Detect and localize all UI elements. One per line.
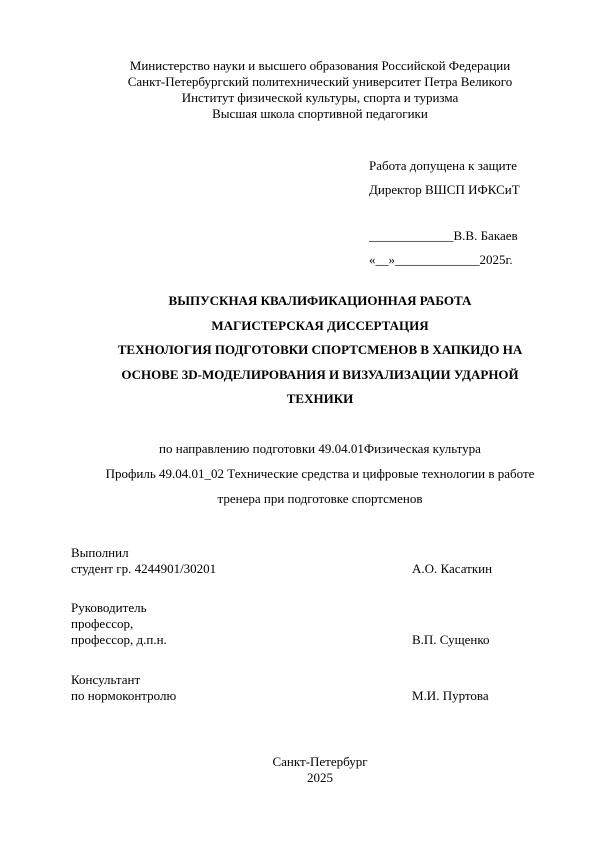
footer-year: 2025 — [307, 770, 333, 785]
supervisor-role-line1: Руководитель — [71, 600, 147, 615]
supervisor-role-line2: профессор, — [71, 616, 134, 631]
profile-line2: тренера при подготовке спортсменов — [217, 491, 423, 506]
consultant-name: М.И. Пуртова — [412, 688, 489, 703]
author-role-line2: студент гр. 4244901/30201 — [71, 561, 217, 576]
approval-block — [369, 154, 520, 272]
school-line: Высшая школа спортивной педагогики — [212, 106, 428, 121]
topic-title-line1: ТЕХНОЛОГИЯ ПОДГОТОВКИ СПОРТСМЕНОВ В ХАПКИДО НА — [117, 342, 523, 357]
profile-line1: Профиль 49.04.01_02 Технические средства и цифровые технологии в работе — [105, 466, 535, 481]
consultant-role — [71, 672, 176, 704]
institution-header — [0, 58, 595, 122]
author-role-line1: Выполнил — [71, 545, 129, 560]
institute-line: Институт физической культуры, спорта и туризма — [181, 90, 459, 105]
direction-line: по направлению подготовки 49.04.01Физическая культура — [159, 441, 481, 456]
supervisor-role-line3: профессор, д.п.н. — [71, 632, 167, 647]
author-role — [71, 545, 216, 577]
study-direction-block — [0, 436, 595, 511]
university-line: Санкт-Петербургский политехнический университет Петра Великого — [127, 74, 513, 89]
work-type-title: ВЫПУСКНАЯ КВАЛИФИКАЦИОННАЯ РАБОТА — [168, 293, 472, 308]
approval-signature-line: _____________В.В. Бакаев — [369, 228, 518, 243]
approval-admitted: Работа допущена к защите — [369, 158, 518, 173]
approval-spacer — [369, 202, 520, 224]
approval-date-line: «__»_____________2025г. — [369, 252, 513, 267]
topic-title-line3: ТЕХНИКИ — [286, 391, 354, 406]
ministry-line: Министерство науки и высшего образования Российской Федерации — [129, 58, 511, 73]
consultant-role-line2: по нормоконтролю — [71, 688, 177, 703]
approval-director: Директор ВШСП ИФКСиТ — [369, 182, 520, 197]
topic-title-line2: ОСНОВЕ 3D-МОДЕЛИРОВАНИЯ И ВИЗУАЛИЗАЦИИ УДАРНОЙ — [121, 366, 519, 382]
footer-city: Санкт-Петербург — [272, 754, 368, 769]
city-year-footer — [0, 754, 595, 786]
thesis-title-block — [0, 289, 595, 412]
supervisor-name: В.П. Сущенко — [412, 632, 490, 647]
supervisor-role — [71, 600, 167, 648]
work-subtype-title: МАГИСТЕРСКАЯ ДИССЕРТАЦИЯ — [211, 317, 429, 333]
consultant-role-line1: Консультант — [71, 672, 141, 687]
author-name: А.О. Касаткин — [412, 561, 493, 576]
